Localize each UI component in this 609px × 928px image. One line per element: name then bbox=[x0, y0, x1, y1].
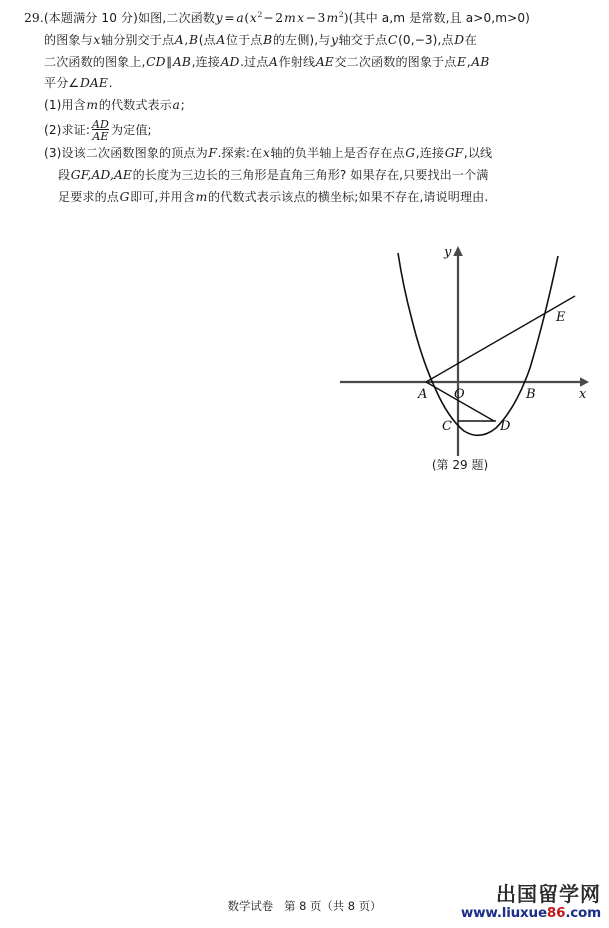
sq3-var-GF: GF bbox=[444, 145, 464, 160]
line2-seg-f: 轴交于点 bbox=[338, 32, 388, 47]
sq3-l1-seg-c: 轴的负半轴上是否存在点 bbox=[270, 145, 405, 160]
sq3-l2-seg-a: 段 bbox=[58, 167, 71, 182]
figure-label-x-axis: x bbox=[579, 387, 587, 402]
sub-question-1-text-mid: 的代数式表示 bbox=[98, 98, 172, 113]
figure-label-B: B bbox=[526, 387, 536, 402]
watermark-url bbox=[421, 906, 601, 921]
sq3-l3-seg-c: 的代数式表示该点的横坐标;如果不存在,请说明理由. bbox=[207, 189, 489, 204]
sub-question-1-label: (1) bbox=[44, 98, 62, 113]
sq3-l1-seg-e: ,以线 bbox=[463, 145, 493, 160]
line2-seg-h: 在 bbox=[464, 32, 477, 47]
line2-seg-a: 的图象与 bbox=[44, 32, 93, 47]
figure-caption: (第 29 题) bbox=[431, 458, 489, 472]
sub-question-1-var-m: m bbox=[86, 98, 99, 113]
fraction-ad-ae bbox=[90, 119, 111, 141]
sub-question-3-line-3 bbox=[24, 187, 592, 209]
problem-condition: (其中 a,m 是常数,且 a>0,m>0) bbox=[348, 11, 530, 25]
footer-page-info: 第 8 页（共 8 页） bbox=[284, 899, 382, 913]
line2-seg-g: (0,−3),点 bbox=[398, 32, 454, 47]
sq3-l3-seg-a: 足要求的点 bbox=[58, 189, 119, 204]
site-watermark bbox=[421, 884, 601, 921]
figure-label-E: E bbox=[556, 310, 566, 325]
line2-seg-c: (点 bbox=[198, 32, 216, 47]
problem-header-text: (本题满分 10 分)如图,二次函数 bbox=[43, 11, 216, 25]
sq3-var-m: m bbox=[195, 189, 208, 204]
figure-label-D: D bbox=[500, 419, 511, 434]
fraction-denominator: AE bbox=[92, 129, 109, 143]
line2-seg-e: 的左侧),与 bbox=[272, 32, 331, 47]
problem-29 bbox=[24, 8, 592, 208]
line3-seg-d: .过点 bbox=[240, 54, 269, 69]
figure-label-y-axis: y bbox=[444, 245, 452, 260]
sq3-l3-seg-b: 即可,并用含 bbox=[130, 189, 196, 204]
problem-line-3: 二次函数的图象上,CD∥AB,连接AD.过点A作射线AE交二次函数的图象于点E,AB bbox=[44, 54, 490, 69]
line4-seg-a: 平分∠ bbox=[44, 76, 80, 91]
problem-line-1 bbox=[24, 8, 592, 30]
sq3-var-F: F bbox=[208, 145, 217, 160]
sq3-l1-seg-a: 设该二次函数图象的顶点为 bbox=[61, 145, 208, 160]
sq3-l1-seg-b: .探索:在 bbox=[217, 145, 263, 160]
problem-number: 29. bbox=[24, 11, 44, 25]
footer-subject: 数学试卷 bbox=[227, 899, 274, 913]
sq3-var-x: x bbox=[262, 145, 270, 160]
sub-question-2-text-before: 求证: bbox=[61, 122, 90, 137]
figure-label-A: A bbox=[418, 387, 428, 402]
line3-seg-g: , bbox=[466, 54, 471, 69]
problem-line-2: 的图象与x轴分别交于点A,B(点A位于点B的左侧),与y轴交于点C(0,−3),点D在 bbox=[44, 32, 477, 47]
sq3-segment-list: GF,AD,AE bbox=[70, 167, 133, 182]
line3-seg-c: ,连接 bbox=[191, 54, 220, 69]
sq3-var-G2: G bbox=[119, 189, 130, 204]
watermark-url-part2: 86 bbox=[546, 905, 566, 921]
x-axis bbox=[340, 377, 589, 387]
sub-question-1-text-after: ; bbox=[180, 98, 185, 113]
sub-question-1 bbox=[24, 95, 592, 117]
line3-seg-f: 交二次函数的图象于点 bbox=[334, 54, 457, 69]
sub-question-3-line-2 bbox=[24, 165, 592, 187]
sub-question-2-text-after: 为定值; bbox=[110, 122, 152, 137]
line3-seg-b: ∥ bbox=[166, 54, 173, 69]
figure-label-O: O bbox=[454, 387, 465, 402]
sq3-var-G: G bbox=[405, 145, 416, 160]
sub-question-3-line-1 bbox=[24, 143, 592, 165]
sub-question-2-label: (2) bbox=[44, 122, 62, 137]
watermark-url-part3: .com bbox=[565, 905, 601, 921]
line2-seg-d: 位于点 bbox=[225, 32, 263, 47]
figure-label-C: C bbox=[442, 419, 452, 434]
ray-AE bbox=[426, 296, 575, 382]
line3-seg-e: 作射线 bbox=[278, 54, 316, 69]
watermark-site-name: 出国留学网 bbox=[496, 882, 601, 906]
sub-question-3-label: (3) bbox=[44, 145, 62, 160]
fraction-numerator: AD bbox=[92, 118, 109, 132]
sub-question-1-var-a: a bbox=[172, 98, 180, 113]
sq3-l2-seg-b: 的长度为三边长的三角形是直角三角形? 如果存在,只要找出一个满 bbox=[132, 167, 489, 182]
problem-line-4: 平分∠DAE. bbox=[44, 76, 113, 91]
sub-question-2 bbox=[24, 117, 592, 143]
line4-seg-b: . bbox=[108, 76, 113, 91]
sub-question-1-text-before: 用含 bbox=[61, 98, 86, 113]
line2-seg-b: 轴分别交于点 bbox=[101, 32, 175, 47]
watermark-url-part1: www.liuxue bbox=[460, 905, 547, 921]
line3-seg-a: 二次函数的图象上, bbox=[44, 54, 146, 69]
parabola-curve bbox=[398, 253, 558, 435]
problem-equation: $y = a(x^2-2mx -3m^2)$ bbox=[215, 9, 349, 25]
sq3-l1-seg-d: ,连接 bbox=[415, 145, 445, 160]
